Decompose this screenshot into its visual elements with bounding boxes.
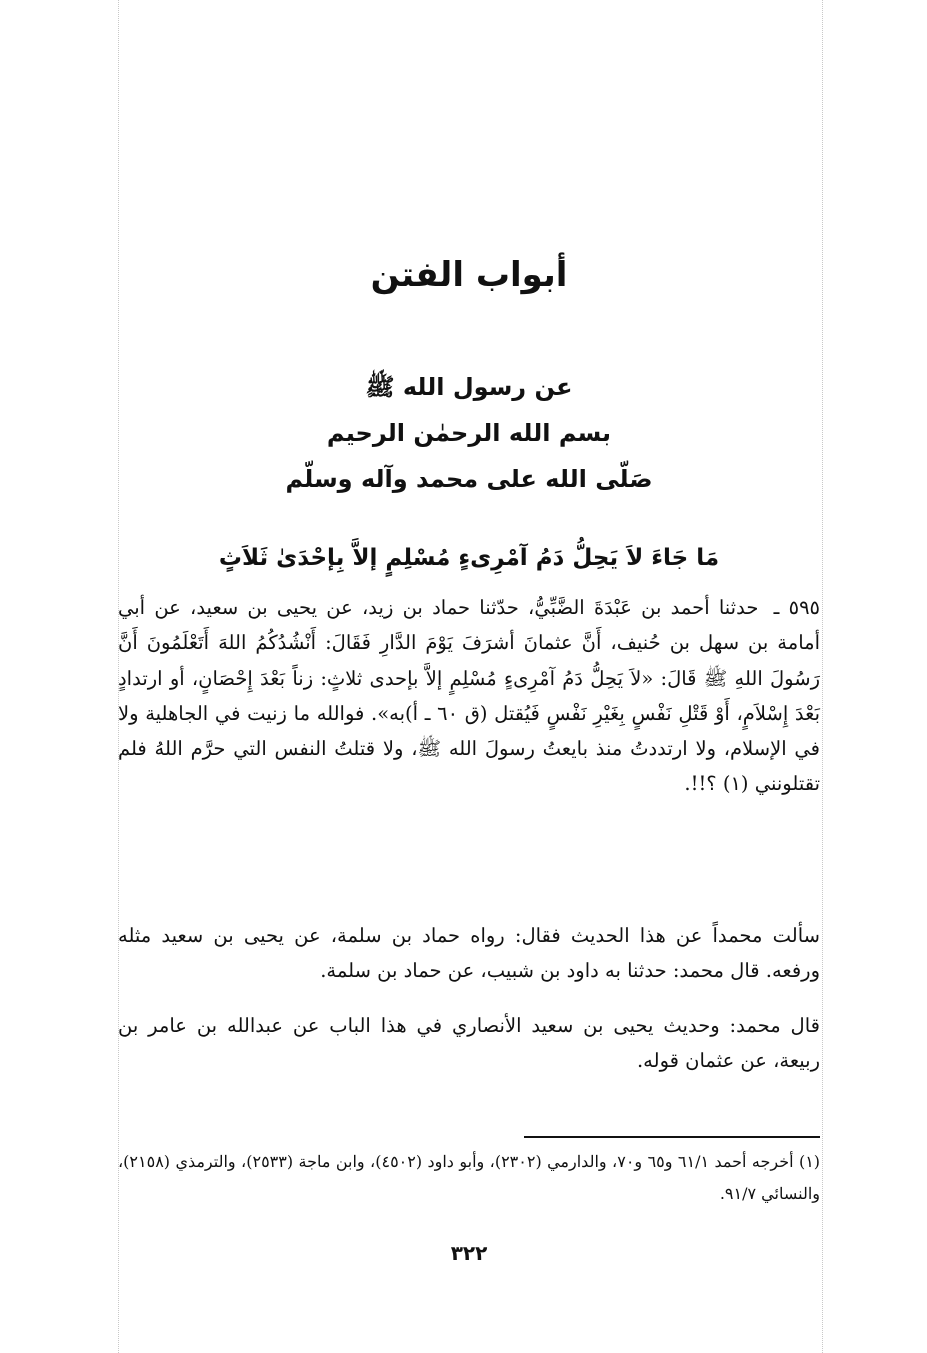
heading-line-1: عن رسول الله ﷺ <box>365 373 573 401</box>
scan-edge-right <box>822 0 823 1353</box>
heading-line-3: صَلّى الله على محمد وآله وسلّم <box>285 465 653 493</box>
footnote: (١) أخرجه أحمد ٦١/١ و٦٥ و٧٠، والدارمي (٢٣٠٢)، وأبو داود (٤٥٠٢)، وابن ماجة (٢٥٣٣)، والترمذي (٢١٥٨)، والنسائي ٩١/٧. <box>118 1152 821 1203</box>
footnote-divider <box>524 1136 820 1138</box>
page-number: ٣٢٢ <box>450 1241 488 1265</box>
section-title: مَا جَاءَ لاَ يَحِلُّ دَمُ آمْرِىءٍ مُسْلِمٍ إلاَّ بِإحْدَىٰ ثَلاَثٍ <box>218 545 720 571</box>
heading-line-2: بسم الله الرحمٰن الرحيم <box>326 419 612 447</box>
hadith-body: حدثنا أحمد بن عَبْدَةَ الضَّبِّيُّ، حدّثنا حماد بن زيد، عن يحيى بن سعيد، عن أبي أمامة بن سهل بن حُنيف، أَنَّ عثمانَ أشرَفَ يَوْمَ الدَّارِ فَقَالَ: أَنْشُدُكُمُ اللهَ أَتَعْلَمُونَ أَنَّ رَسُولَ اللهِ ﷺ قَالَ: «لاَ يَحِلُّ دَمُ آمْرِىءٍ مُسْلِمٍ إلاَّ بإحدى ثلاثٍ: زناً بَعْدَ إِحْصَانٍ، أو ارتدادٍ بَعْدَ إِسْلاَمٍ، أَوْ قَتْلِ نَفْسٍ بِغَيْرِ نَفْسٍ فَيُقتل (ق ٦٠ ـ أ)به». فوالله ما زنيت في الجاهلية ولا في الإسلام، ولا ارتددتُ منذ بايعتُ رسولَ الله ﷺ، ولا قتلتُ النفس التي حرَّم اللهُ فلم تقتلونني (١) ؟!!. <box>118 596 820 796</box>
hadith-text <box>118 590 820 802</box>
hadith-number: ٥٩٥ ـ <box>773 596 821 619</box>
opening-headings <box>118 364 820 502</box>
commentary-paragraph-1: سألت محمداً عن هذا الحديث فقال: رواه حماد بن سلمة، عن يحيى بن سعيد مثله ورفعه. قال محمد: حدثنا به داود بن شبيب، عن حماد بن سلمة. <box>118 924 820 983</box>
commentary-paragraph-2: قال محمد: وحديث يحيى بن سعيد الأنصاري في هذا الباب عن عبدالله بن عامر بن ربيعة، عن عثمان قوله. <box>118 1014 820 1073</box>
chapter-title: أبواب الفتن <box>370 255 568 295</box>
